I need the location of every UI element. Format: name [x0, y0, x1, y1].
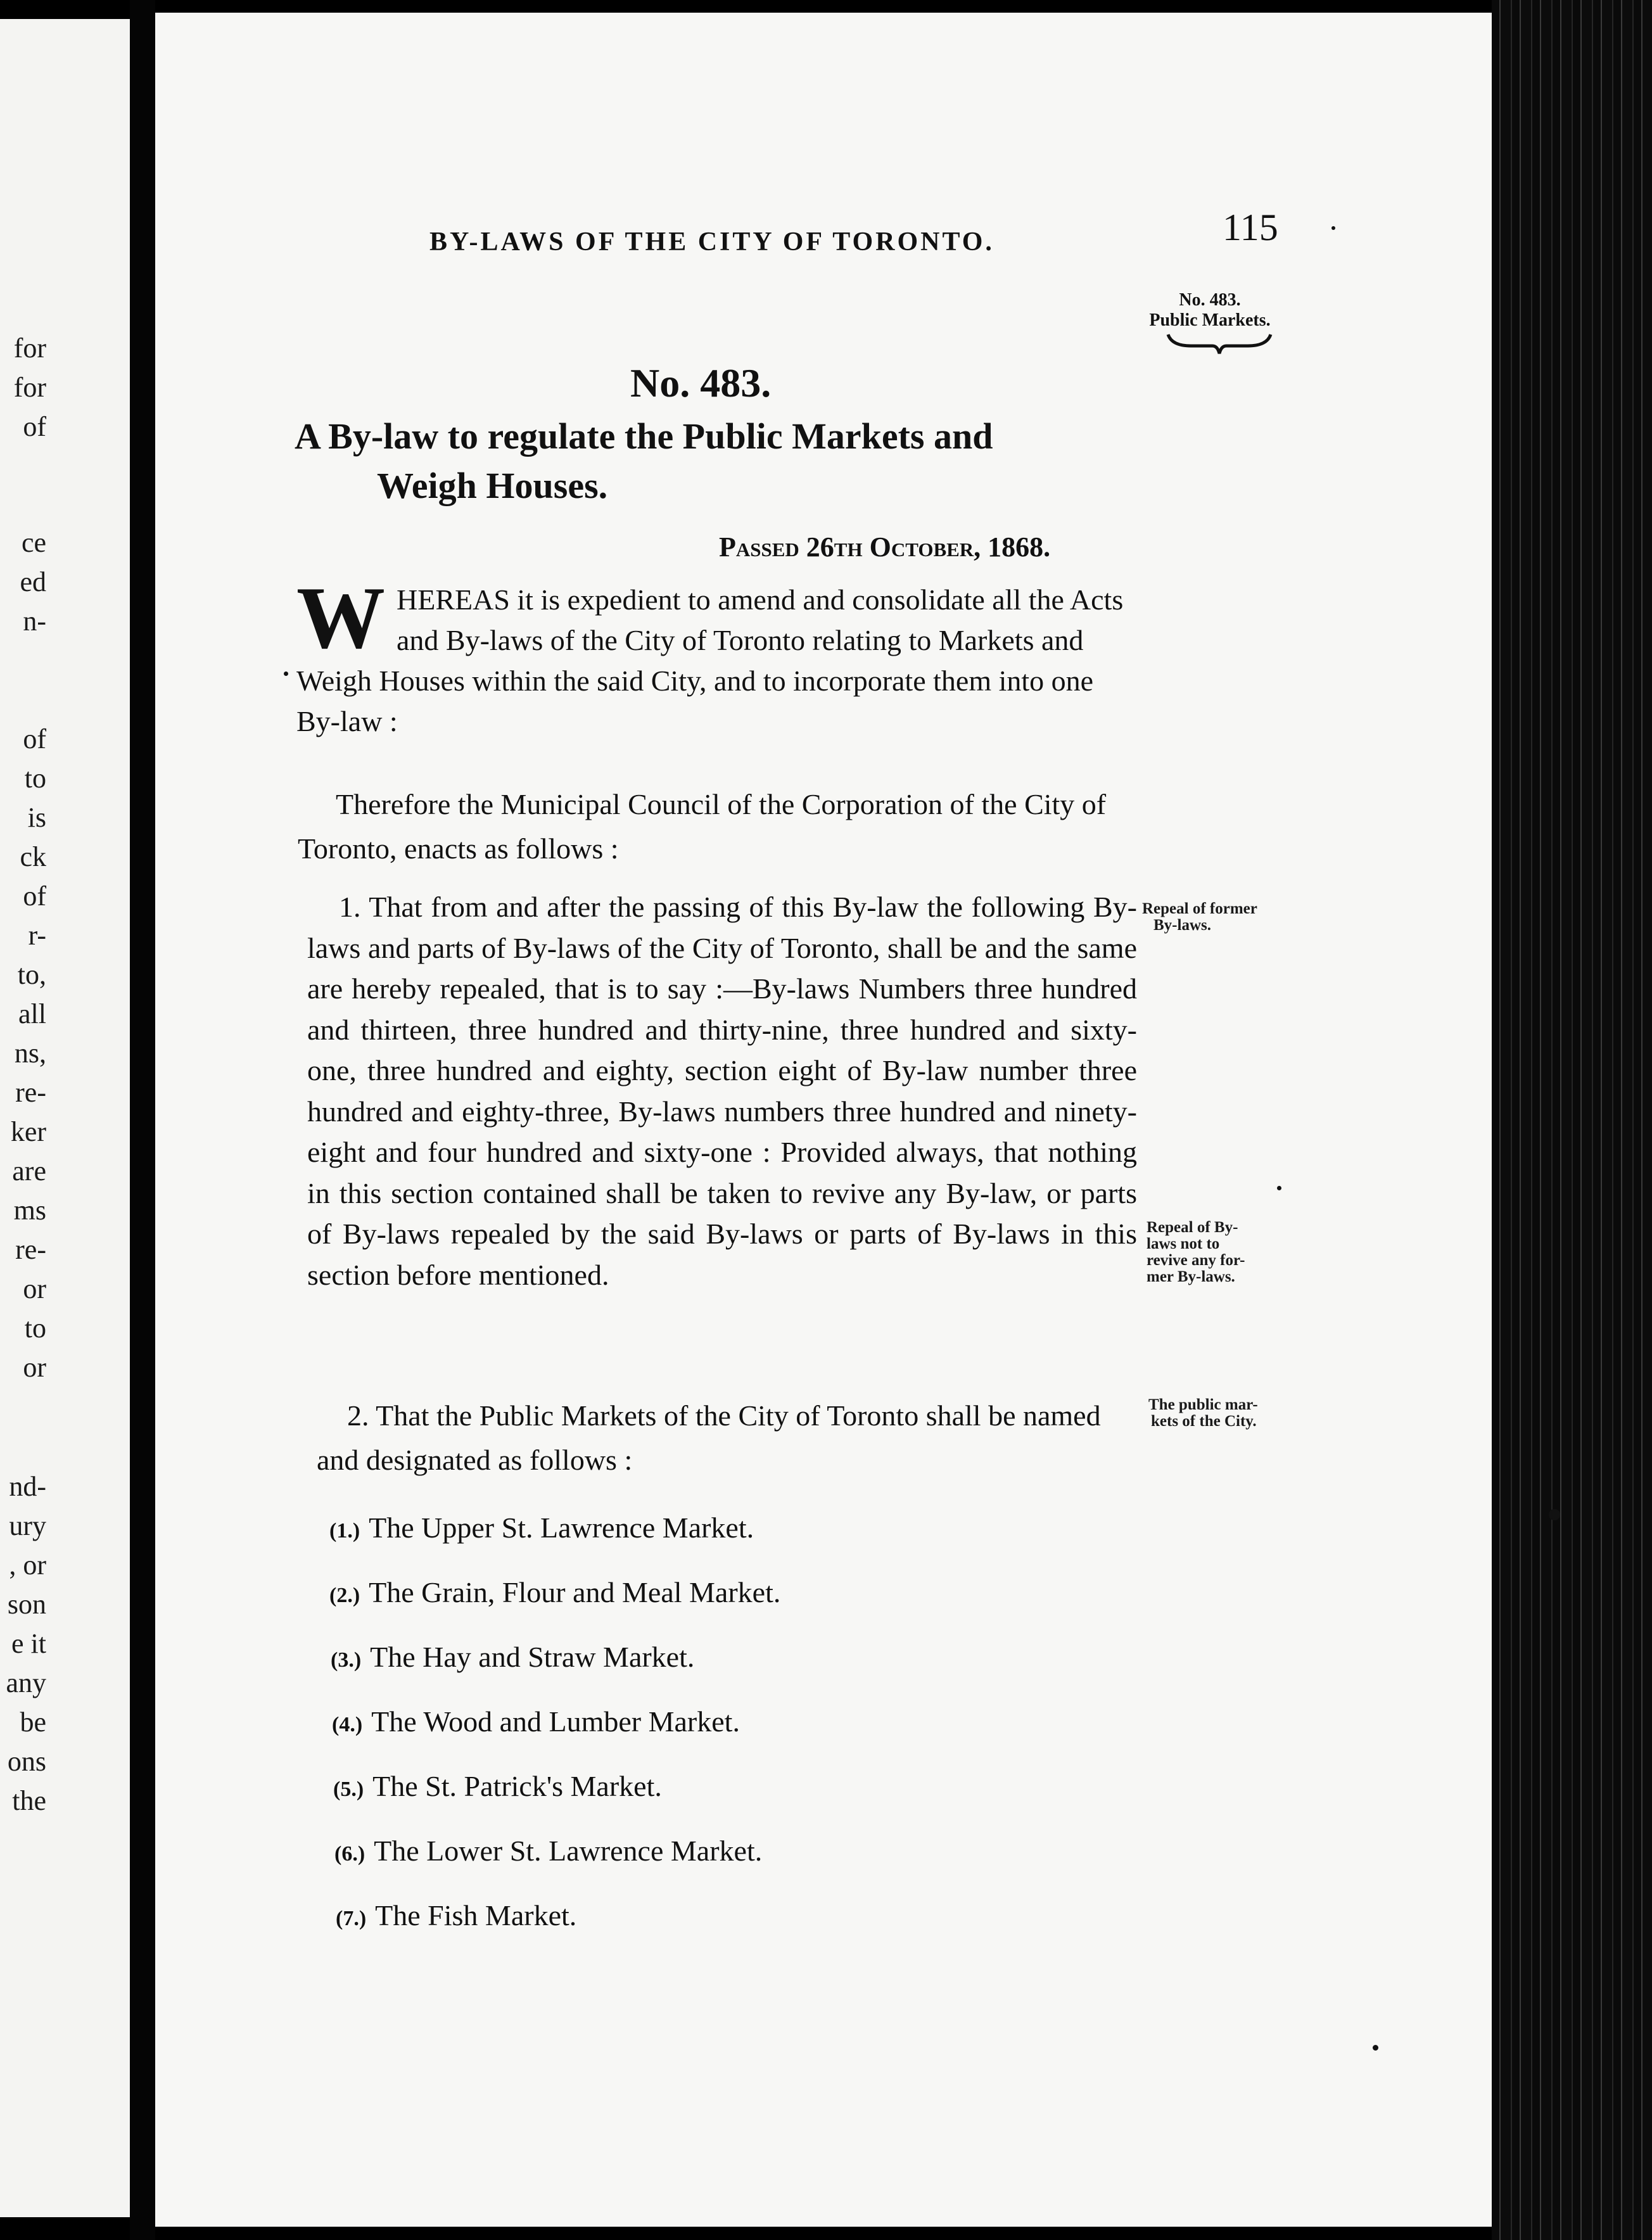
side-note-subject: Public Markets.: [1149, 310, 1271, 330]
facing-page-fragment: ck: [20, 841, 46, 872]
facing-page-fragment: e it: [11, 1628, 46, 1659]
market-number: (5.): [333, 1778, 364, 1801]
facing-page-fragment: son: [7, 1589, 46, 1620]
side-note-number: No. 483.: [1179, 290, 1241, 310]
facing-page-fragment: re-: [15, 1077, 46, 1108]
preamble: [296, 569, 1133, 742]
margin-note-repeal: [1142, 901, 1257, 934]
facing-page-fragment: or: [23, 1273, 46, 1304]
margin-note-line: revive any for-: [1147, 1252, 1245, 1269]
facing-page-fragment: be: [20, 1707, 46, 1738]
facing-page-fragment: ker: [10, 1116, 46, 1147]
facing-page-fragment: to,: [17, 959, 46, 990]
margin-note-no-revive: [1147, 1219, 1245, 1285]
facing-page-fragment: n-: [23, 606, 46, 637]
market-name: The Grain, Flour and Meal Market.: [369, 1576, 781, 1608]
facing-page-fragment: ms: [13, 1195, 46, 1226]
market-item: [334, 1834, 762, 1868]
margin-note-line: Repeal of former: [1142, 900, 1257, 917]
market-number: (7.): [336, 1907, 367, 1930]
market-item: [332, 1705, 740, 1738]
facing-page-fragment: to: [24, 763, 46, 794]
facing-page-fragment: ce: [21, 527, 46, 558]
running-header: BY-LAWS OF THE CITY OF TORONTO.: [429, 227, 994, 257]
margin-note-line: mer By-laws.: [1147, 1268, 1235, 1285]
bylaw-title-line2: Weigh Houses.: [377, 465, 608, 506]
facing-page-fragment: to: [24, 1313, 46, 1344]
facing-page-fragment: r-: [28, 920, 46, 951]
market-number: (4.): [332, 1713, 363, 1736]
market-name: The Hay and Straw Market.: [370, 1641, 695, 1673]
market-item: [336, 1899, 576, 1932]
bylaw-title-line1: A By-law to regulate the Public Markets and: [295, 416, 993, 457]
facing-page-fragment: ed: [20, 566, 46, 597]
scan-speck: [1277, 1186, 1281, 1190]
facing-page-fragment: ns,: [14, 1038, 46, 1069]
facing-page-fragment: ury: [9, 1510, 46, 1541]
facing-page-fragment: , or: [9, 1550, 46, 1581]
margin-note-markets: [1148, 1397, 1258, 1430]
section-2: 2. That the Public Markets of the City of Toronto shall be named and designated as follows :: [317, 1399, 1101, 1476]
market-name: The Wood and Lumber Market.: [371, 1705, 740, 1738]
facing-page-fragment: the: [12, 1785, 46, 1816]
facing-page-fragment: are: [12, 1155, 46, 1187]
bylaw-title: [295, 412, 1169, 511]
facing-page-fragment: all: [18, 998, 46, 1029]
facing-page-fragment: is: [27, 802, 46, 833]
side-note-top: [1128, 290, 1292, 331]
market-number: (2.): [329, 1584, 360, 1607]
scan-speck: [284, 671, 288, 676]
facing-page-fragment: for: [13, 333, 46, 364]
facing-page-fragment: of: [23, 881, 46, 912]
enacting-clause: Therefore the Municipal Council of the Corporation of the City of Toronto, enacts as follows :: [298, 788, 1107, 865]
scan-speck: [1549, 1509, 1560, 1520]
page-number: 115: [1223, 207, 1278, 248]
facing-page-fragment: re-: [15, 1234, 46, 1265]
margin-note-line: kets of the City.: [1151, 1413, 1257, 1430]
facing-page-fragment: or: [23, 1352, 46, 1383]
bylaw-number: No. 483.: [630, 360, 772, 405]
margin-note-line: By-laws.: [1153, 917, 1211, 934]
passed-date: Passed 26th October, 1868.: [719, 531, 1051, 563]
facing-page-fragment: of: [23, 411, 46, 442]
book-gutter: [130, 0, 155, 2240]
facing-page-fragment: any: [6, 1667, 46, 1698]
drop-cap: W: [296, 569, 385, 667]
market-item: [329, 1575, 780, 1609]
facing-page-fragment: ons: [7, 1746, 46, 1777]
scan-speck: [1331, 226, 1335, 230]
margin-note-line: laws not to: [1147, 1235, 1220, 1252]
market-number: (6.): [334, 1842, 365, 1866]
preamble-text: HEREAS it is expedient to amend and consolidate all the Acts and By-laws of the City of Toronto relating to Markets and Weigh Houses within the said City, and to incorporate them into one By-law :: [296, 583, 1124, 737]
market-item: [329, 1511, 754, 1544]
market-name: The St. Patrick's Market.: [372, 1770, 662, 1802]
market-item: [331, 1640, 694, 1674]
section-1: 1. That from and after the passing of this By-law the following By-laws and parts of By-laws of the City of Toronto, shall be and the same are hereby repealed, that is to say :—By-laws Numbers three hundred and thirteen, three hundred and thirty-nine, three hundred and sixty-one, three hundred and eighty, section eight of By-law number three hundred and eighty-three, By-laws numbers three hundred and ninety-eight and four hundred and sixty-one : Provided always, that nothing in this section contained shall be taken to revive any By-law, or parts of By-laws repealed by the said By-laws or parts of By-laws in this section before mentioned.: [307, 891, 1137, 1291]
market-item: [333, 1769, 662, 1803]
market-number: (3.): [331, 1648, 362, 1672]
market-number: (1.): [329, 1519, 360, 1543]
facing-page-fragment: for: [13, 372, 46, 403]
margin-note-line: The public mar-: [1148, 1396, 1258, 1413]
page-edges: [1492, 0, 1652, 2240]
market-name: The Lower St. Lawrence Market.: [374, 1835, 763, 1867]
scan-speck: [1373, 2045, 1378, 2051]
market-name: The Fish Market.: [375, 1899, 577, 1931]
margin-note-line: Repeal of By-: [1147, 1219, 1238, 1236]
facing-page-fragment: of: [23, 723, 46, 754]
facing-page-fragment: nd-: [9, 1471, 46, 1502]
market-name: The Upper St. Lawrence Market.: [369, 1511, 754, 1544]
brace-icon: [1166, 331, 1273, 356]
